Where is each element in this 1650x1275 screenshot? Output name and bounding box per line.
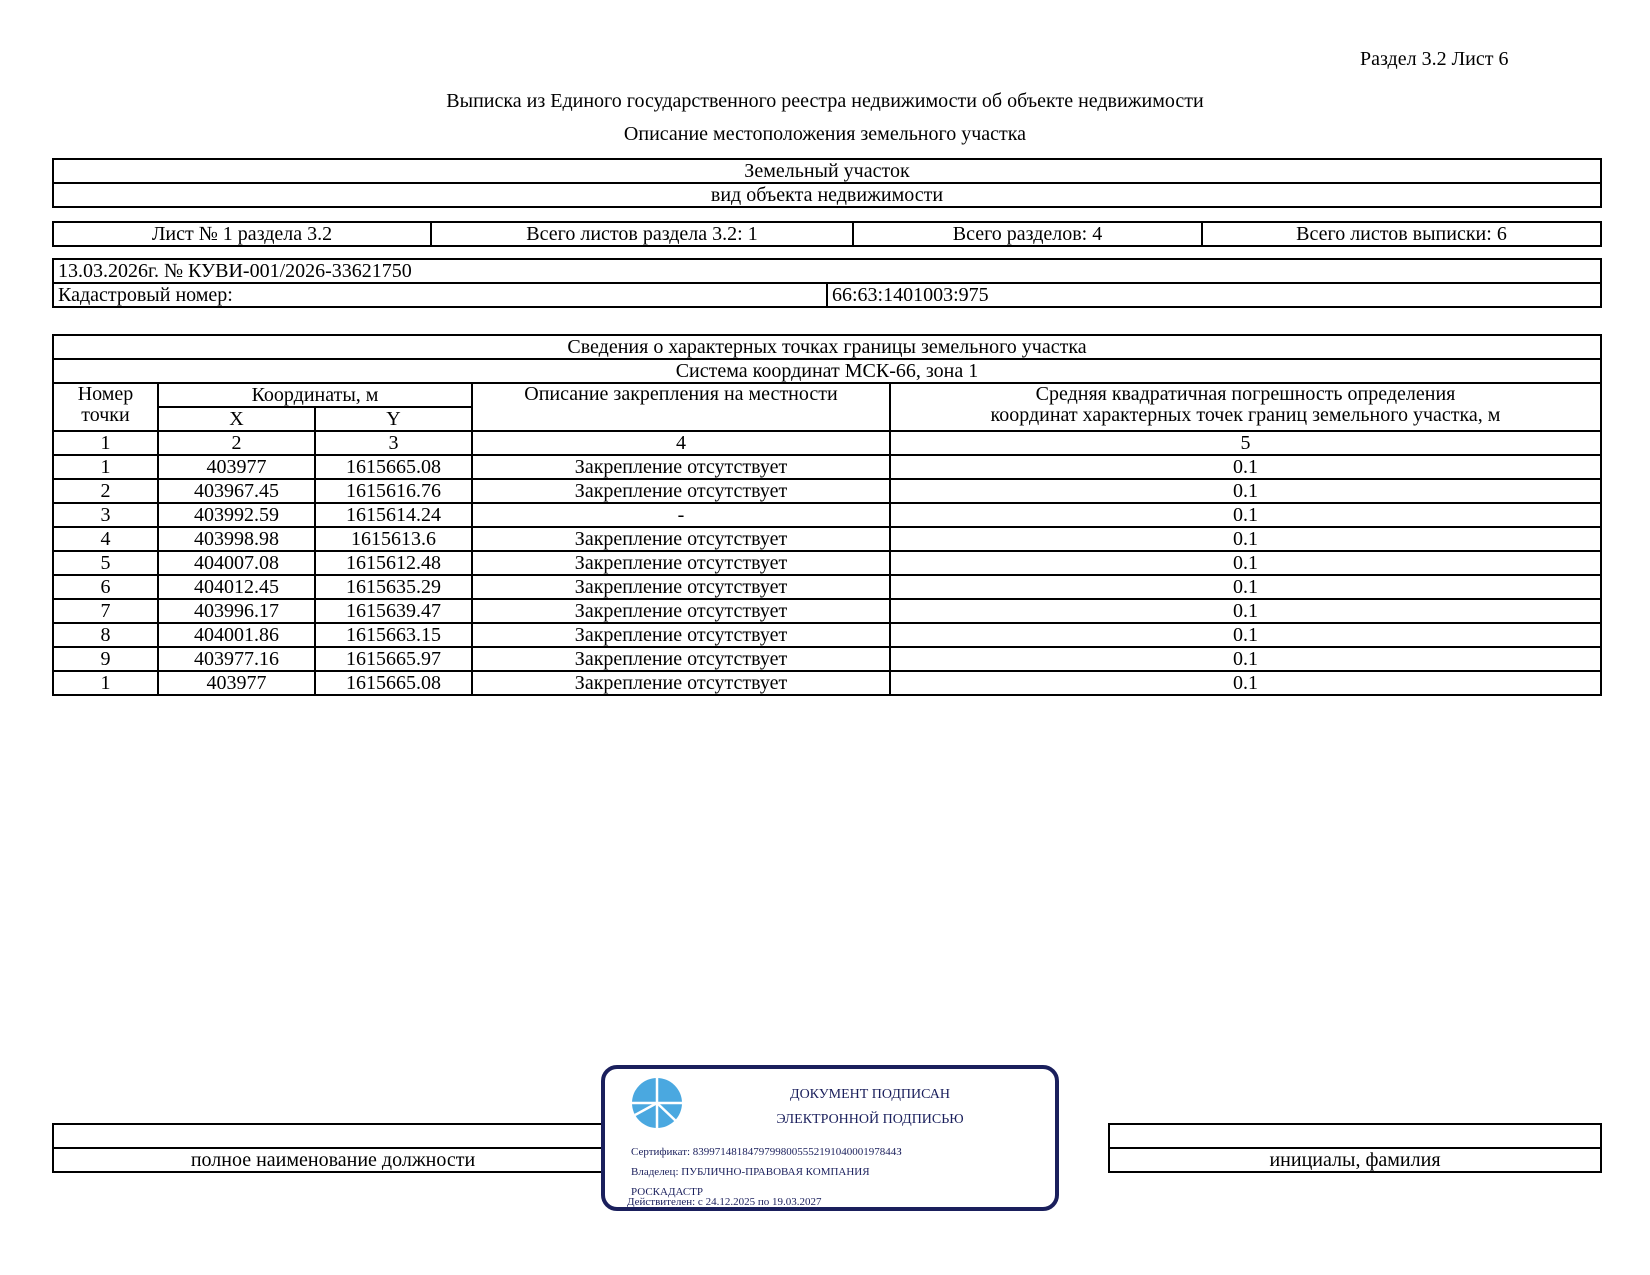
stamp-line2: ЭЛЕКТРОННОЙ ПОДПИСЬЮ: [776, 1112, 964, 1127]
error-cell: 0.1: [890, 479, 1601, 503]
x-cell: 403996.17: [158, 599, 315, 623]
total-sheets: Всего листов выписки: 6: [1202, 222, 1601, 246]
point-number-cell: 4: [53, 527, 158, 551]
error-cell: 0.1: [890, 647, 1601, 671]
cadastral-label: Кадастровый номер:: [53, 283, 827, 307]
point-number-cell: 7: [53, 599, 158, 623]
table-row: [53, 599, 1601, 623]
roskadastr-logo-icon: [631, 1077, 683, 1129]
table-row: [53, 479, 1601, 503]
object-type-caption: вид объекта недвижимости: [53, 183, 1601, 207]
stamp-certificate: Сертификат: 8399714818479799800555219104000197844З: [631, 1146, 902, 1158]
error-cell: 0.1: [890, 455, 1601, 479]
y-cell: 1615639.47: [315, 599, 472, 623]
error-cell: 0.1: [890, 575, 1601, 599]
y-cell: 1615665.08: [315, 455, 472, 479]
x-cell: 403977.16: [158, 647, 315, 671]
header-point-number-line1: Номер: [77, 383, 134, 405]
header-error-line2: координат характерных точек границ земельного участка, м: [990, 404, 1501, 426]
fixing-cell: Закрепление отсутствует: [472, 455, 890, 479]
point-number-cell: 8: [53, 623, 158, 647]
header-fixing: Описание закрепления на местности: [472, 383, 890, 431]
header-x: X: [158, 407, 315, 431]
table-row: [53, 623, 1601, 647]
table-row: [53, 551, 1601, 575]
point-number-cell: 1: [53, 455, 158, 479]
sheet-number: Лист № 1 раздела 3.2: [53, 222, 431, 246]
name-caption: инициалы, фамилия: [1109, 1148, 1601, 1172]
x-cell: 403977: [158, 671, 315, 695]
y-cell: 1615612.48: [315, 551, 472, 575]
x-cell: 403977: [158, 455, 315, 479]
sheets-table: [52, 221, 1602, 247]
x-cell: 403992.59: [158, 503, 315, 527]
table-row: [53, 671, 1601, 695]
table-row: [53, 455, 1601, 479]
name-field: [1109, 1124, 1601, 1148]
electronic-signature-stamp: [601, 1065, 1059, 1211]
error-cell: 0.1: [890, 623, 1601, 647]
fixing-cell: Закрепление отсутствует: [472, 527, 890, 551]
y-cell: 1615665.08: [315, 671, 472, 695]
point-number-cell: 9: [53, 647, 158, 671]
fixing-cell: Закрепление отсутствует: [472, 623, 890, 647]
position-caption: полное наименование должности: [53, 1148, 613, 1172]
col-number-4: 4: [472, 431, 890, 455]
cadastral-table: [52, 258, 1602, 308]
x-cell: 403967.45: [158, 479, 315, 503]
error-cell: 0.1: [890, 599, 1601, 623]
fixing-cell: Закрепление отсутствует: [472, 551, 890, 575]
header-y: Y: [315, 407, 472, 431]
y-cell: 1615635.29: [315, 575, 472, 599]
fixing-cell: Закрепление отсутствует: [472, 575, 890, 599]
stamp-line1: ДОКУМЕНТ ПОДПИСАН: [790, 1087, 950, 1102]
stamp-valid: Действителен: с 24.12.2025 по 19.03.2027: [627, 1196, 822, 1208]
col-number-5: 5: [890, 431, 1601, 455]
header-error-line1: Средняя квадратичная погрешность определения: [1035, 383, 1456, 405]
document-subtitle: Описание местоположения земельного участка: [623, 123, 1027, 145]
total-sections: Всего разделов: 4: [853, 222, 1202, 246]
point-number-cell: 5: [53, 551, 158, 575]
date-number: 13.03.2026г. № КУВИ-001/2026-33621750: [53, 259, 1601, 283]
boundary-points-table: [52, 334, 1602, 696]
points-table-title: Сведения о характерных точках границы земельного участка: [53, 335, 1601, 359]
col-number-2: 2: [158, 431, 315, 455]
fixing-cell: Закрепление отсутствует: [472, 479, 890, 503]
x-cell: 404012.45: [158, 575, 315, 599]
error-cell: 0.1: [890, 551, 1601, 575]
error-cell: 0.1: [890, 671, 1601, 695]
fixing-cell: Закрепление отсутствует: [472, 671, 890, 695]
position-field: [53, 1124, 613, 1148]
error-cell: 0.1: [890, 527, 1601, 551]
table-row: [53, 503, 1601, 527]
fixing-cell: -: [472, 503, 890, 527]
header-point-number-line2: точки: [81, 404, 130, 426]
header-point-number: [53, 383, 158, 431]
point-number-cell: 1: [53, 671, 158, 695]
fixing-cell: Закрепление отсутствует: [472, 599, 890, 623]
object-type: Земельный участок: [53, 159, 1601, 183]
x-cell: 403998.98: [158, 527, 315, 551]
point-number-cell: 3: [53, 503, 158, 527]
error-cell: 0.1: [890, 503, 1601, 527]
y-cell: 1615665.97: [315, 647, 472, 671]
col-number-3: 3: [315, 431, 472, 455]
y-cell: 1615613.6: [315, 527, 472, 551]
total-section-sheets: Всего листов раздела 3.2: 1: [431, 222, 853, 246]
y-cell: 1615614.24: [315, 503, 472, 527]
fixing-cell: Закрепление отсутствует: [472, 647, 890, 671]
page-reference: Раздел 3.2 Лист 6: [1360, 48, 1509, 70]
header-error: [890, 383, 1601, 431]
table-row: [53, 647, 1601, 671]
y-cell: 1615663.15: [315, 623, 472, 647]
stamp-owner-line1: Владелец: ПУБЛИЧНО-ПРАВОВАЯ КОМПАНИЯ: [631, 1166, 870, 1178]
point-number-cell: 2: [53, 479, 158, 503]
point-number-cell: 6: [53, 575, 158, 599]
table-row: [53, 575, 1601, 599]
y-cell: 1615616.76: [315, 479, 472, 503]
object-type-table: [52, 158, 1602, 208]
col-number-1: 1: [53, 431, 158, 455]
stamp-owner-line2: РОСКАДАСТР: [631, 1186, 704, 1198]
coordinate-system: Система координат МСК-66, зона 1: [53, 359, 1601, 383]
cadastral-number: 66:63:1401003:975: [827, 283, 1601, 307]
table-row: [53, 527, 1601, 551]
document-title: Выписка из Единого государственного реестра недвижимости об объекте недвижимости: [446, 90, 1204, 112]
x-cell: 404001.86: [158, 623, 315, 647]
x-cell: 404007.08: [158, 551, 315, 575]
header-coordinates: Координаты, м: [158, 383, 472, 407]
